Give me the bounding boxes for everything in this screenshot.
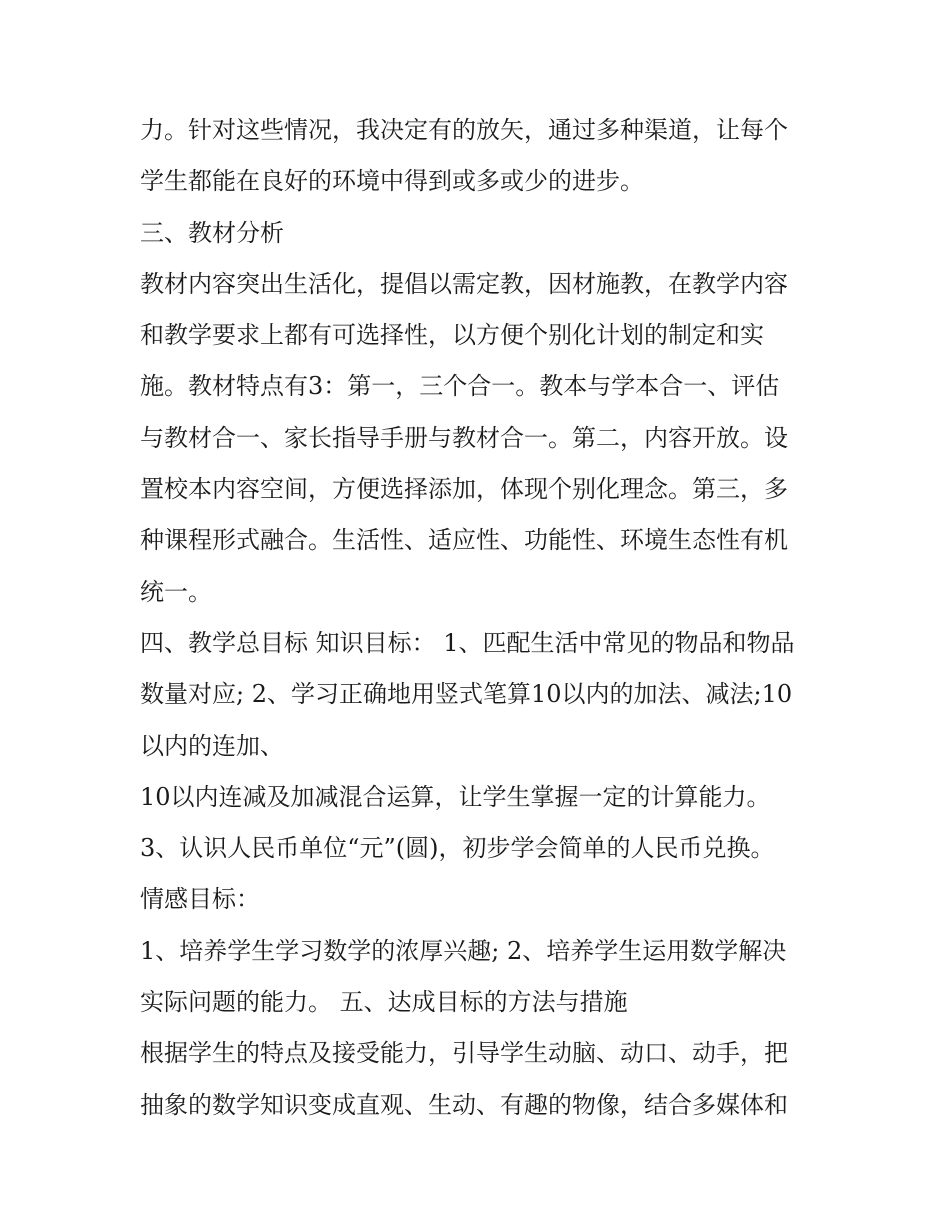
- text-line: 以内的连加、: [140, 731, 284, 760]
- text-line: 与教材合一、家长指导手册与教材合一。第二，内容开放。设: [140, 423, 788, 452]
- section-heading: 三、教材分析: [140, 218, 284, 247]
- text-line: 学生都能在良好的环境中得到或多或少的进步。: [140, 167, 644, 196]
- text-line: 数量对应; 2、学习正确地用竖式笔算10以内的加法、减法;10: [140, 680, 793, 709]
- text-line: 种课程形式融合。生活性、适应性、功能性、环境生态性有机: [140, 526, 788, 555]
- text-line: 施。教材特点有3：第一，三个合一。教本与学本合一、评估: [140, 372, 780, 401]
- text-line: 和教学要求上都有可选择性，以方便个别化计划的制定和实: [140, 321, 764, 350]
- text-line: 实际问题的能力。 五、达成目标的方法与措施: [140, 988, 628, 1017]
- text-line: 力。针对这些情况，我决定有的放矢，通过多种渠道，让每个: [140, 116, 788, 144]
- text-line: 置校本内容空间，方便选择添加，体现个别化理念。第三，多: [140, 475, 788, 504]
- text-line: 10以内连减及加减混合运算，让学生掌握一定的计算能力。: [140, 782, 771, 811]
- text-line: 抽象的数学知识变成直观、生动、有趣的物像，结合多媒体和: [140, 1090, 788, 1119]
- document-body: [140, 105, 820, 1131]
- section-heading: 四、教学总目标 知识目标： 1、匹配生活中常见的物品和物品: [140, 628, 795, 657]
- text-line: 3、认识人民币单位“元”(圆)，初步学会简单的人民币兑换。: [140, 834, 775, 863]
- text-line: 统一。: [140, 577, 212, 606]
- text-line: 1、培养学生学习数学的浓厚兴趣; 2、培养学生运用数学解决: [140, 936, 787, 965]
- subsection-heading: 情感目标：: [140, 885, 260, 914]
- text-line: 教材内容突出生活化，提倡以需定教，因材施教，在教学内容: [140, 269, 788, 298]
- text-line: 根据学生的特点及接受能力，引导学生动脑、动口、动手，把: [140, 1039, 788, 1068]
